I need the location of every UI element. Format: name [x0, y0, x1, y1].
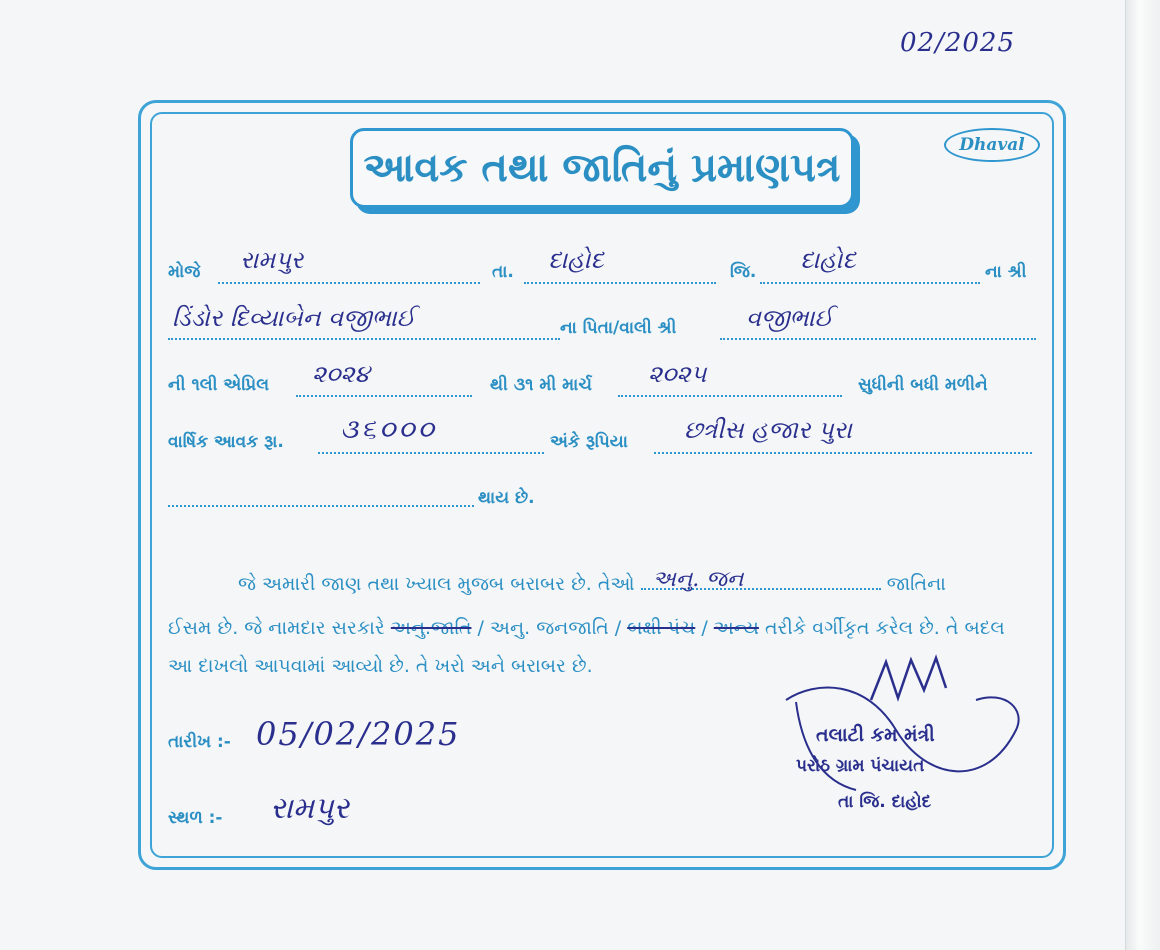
ta-label: તા.: [492, 262, 514, 282]
brand-logo: Dhaval: [944, 128, 1040, 162]
date-value: 05/02/2025: [256, 715, 461, 753]
words-value: છત્રીસ હજાર પુરા: [684, 416, 852, 444]
extra-dotline: [168, 505, 474, 507]
option-bakshi-panch: બક્ષી પંચ: [627, 617, 696, 639]
certificate-title-box: [350, 128, 854, 208]
income-dotline: [318, 452, 544, 454]
stamp-line-1: તલાટી કમ મંત્રી: [816, 724, 935, 746]
paper-edge: [1125, 0, 1160, 950]
to-label: થી ૩૧ મી માર્ચ: [490, 375, 592, 395]
words-dotline: [654, 452, 1032, 454]
declaration-text-1: જે અમારી જાણ તથા ખ્યાલ મુજબ બરાબર છે. તેઓ: [238, 573, 635, 595]
to-dotline: [618, 395, 842, 397]
caste-value: અનુ. જન: [652, 567, 744, 592]
income-label: વાર્ષિક આવક રૂા.: [168, 432, 284, 452]
stamp-line-3: તા જિ. દાહોદ: [838, 792, 932, 812]
ji-dotline: [760, 282, 980, 284]
moje-value: રામપુર: [240, 246, 304, 274]
signature-stamp: [776, 640, 1036, 840]
father-value: વજીભાઈ: [746, 304, 834, 332]
from-dotline: [296, 395, 472, 397]
name-dotline: [168, 338, 560, 340]
declaration-text-2b: તરીકે વર્ગીકૃત કરેલ છે. તે બદલ: [764, 617, 1005, 639]
ji-label: જિ.: [730, 262, 757, 282]
serial-number: 02/2025: [900, 28, 1016, 58]
certificate-title: આવક તથા જાતિનું પ્રમાણપત્ર: [363, 145, 841, 191]
caste-fill: [641, 566, 881, 602]
option-anu-janjati: / અનુ. જનજાતિ /: [477, 617, 622, 639]
words-label: અંકે રૂપિયા: [550, 432, 628, 452]
option-anya: અન્ય: [713, 617, 759, 639]
name-value: ડિંડોર દિવ્યાબેન વજીભાઈ: [172, 304, 416, 332]
father-dotline: [720, 338, 1036, 340]
date-label: તારીખ :-: [168, 732, 231, 752]
declaration-line-1: [168, 566, 1048, 602]
na-shri-label: ના શ્રી: [985, 262, 1027, 282]
ta-value: દાહોદ: [548, 246, 604, 274]
declaration-text-2a: ઈસમ છે. જે નામદાર સરકારે: [168, 617, 385, 639]
ta-dotline: [524, 282, 716, 284]
father-label: ના પિતા/વાલી શ્રી: [560, 318, 677, 338]
to-value: ૨૦૨૫: [648, 360, 707, 388]
moje-dotline: [218, 282, 480, 284]
ji-value: દાહોદ: [800, 246, 856, 274]
option-anu-jati: અનુ.જાતિ: [390, 617, 472, 639]
place-value: રામપુર: [270, 791, 350, 826]
thay-che-label: થાય છે.: [478, 488, 535, 508]
place-label: સ્થળ :-: [168, 808, 223, 828]
declaration-text-1b: જાતિના: [886, 573, 946, 595]
moje-label: મોજે: [168, 262, 201, 282]
stamp-line-2: પરોઠ ગ્રામ પંચાયત: [796, 756, 925, 776]
to-suffix: સુધીની બધી મળીને: [858, 375, 988, 395]
from-label: ની ૧લી એપ્રિલ: [168, 375, 270, 395]
income-value: ૩૬૦૦૦: [340, 414, 437, 445]
from-value: ૨૦૨૪: [312, 360, 370, 388]
option-separator: /: [701, 617, 708, 639]
declaration-text-3: આ દાખલો આપવામાં આવ્યો છે. તે ખરો અને બરાબર છે.: [168, 655, 593, 677]
